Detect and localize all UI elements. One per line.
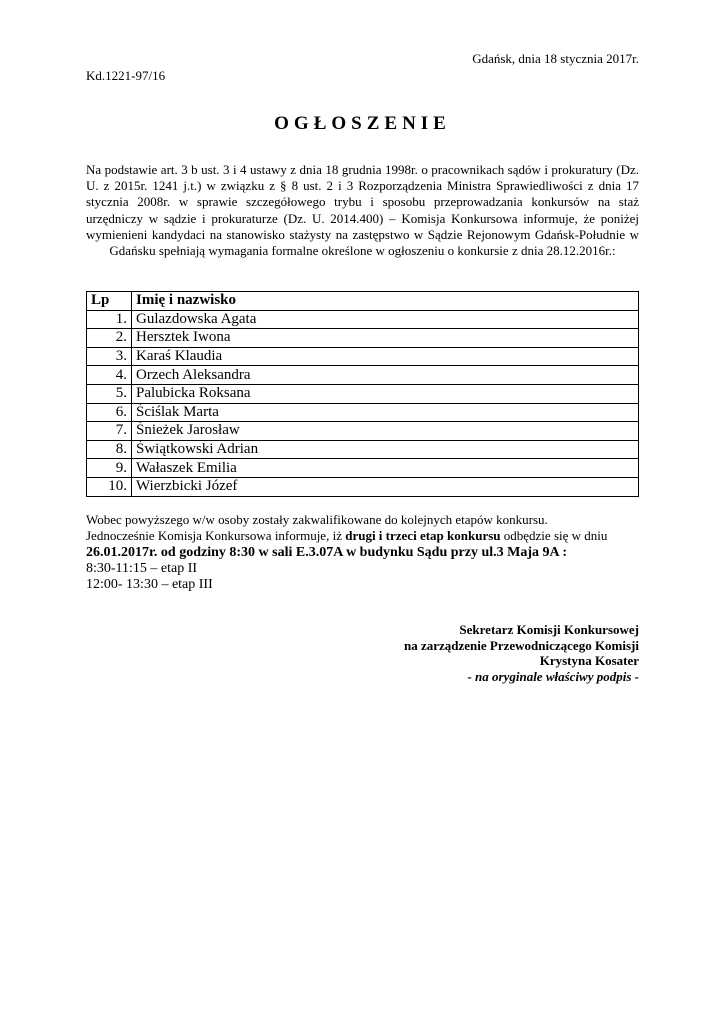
- row-number: 3.: [87, 347, 132, 366]
- row-name: Śnieżek Jarosław: [132, 422, 639, 441]
- row-name: Wałaszek Emilia: [132, 459, 639, 478]
- row-number: 2.: [87, 329, 132, 348]
- row-number: 9.: [87, 459, 132, 478]
- table-row: [87, 366, 639, 385]
- signature-note: - na oryginale właściwy podpis -: [467, 668, 639, 684]
- row-number: 6.: [87, 403, 132, 422]
- table-row: [87, 477, 639, 496]
- row-number: 7.: [87, 422, 132, 441]
- row-name: Karaś Klaudia: [132, 347, 639, 366]
- stage-announcement-bold: drugi i trzeci etap konkursu: [345, 528, 501, 544]
- intro-paragraph: Na podstawie art. 3 b ust. 3 i 4 ustawy z dnia 18 grudnia 1998r. o pracownikach sądów i prokuratury (Dz. U. z 2015r. 1241 j.t.) w związku z § 8 ust. 2 i 3 Rozporządzenia Ministra Sprawiedliwości z dnia 17 stycznia 2008r. w sprawie szczegółowego trybu i sposobu przeprowadzania konkursów na staż urzędniczy w sądzie i prokuraturze (Dz. U. 2014.400) – Komisja Konkursowa informuje, że poniżej wymienieni kandydaci na stanowisko stażysty na zastępstwo w Sądzie Rejonowym Gdańsk-Południe w Gdańsku spełniają wymagania formalne określone w ogłoszeniu o konkursie z dnia 28.12.2016r.:: [86, 162, 639, 259]
- stage-announcement: [86, 528, 646, 544]
- row-number: 10.: [87, 477, 132, 496]
- exam-date-location: 26.01.2017r. od godziny 8:30 w sali E.3.07A w budynku Sądu przy ul.3 Maja 9A :: [86, 544, 568, 560]
- followup-section: [86, 512, 646, 593]
- signature-block: [404, 622, 639, 684]
- table-row: [87, 422, 639, 441]
- document-title: OGŁOSZENIE: [274, 113, 451, 134]
- header-name: Imię i nazwisko: [132, 292, 639, 311]
- table-row: [87, 403, 639, 422]
- signature-authority: na zarządzenie Przewodniczącego Komisji: [403, 637, 639, 653]
- header-lp: Lp: [87, 292, 132, 311]
- row-number: 5.: [87, 384, 132, 403]
- row-name: Wierzbicki Józef: [132, 477, 639, 496]
- row-number: 8.: [87, 440, 132, 459]
- reference-number: Kd.1221-97/16: [86, 68, 166, 83]
- row-name: Gulazdowska Agata: [132, 310, 639, 329]
- table-row: [87, 384, 639, 403]
- row-name: Palubicka Roksana: [132, 384, 639, 403]
- table-row: [87, 329, 639, 348]
- table-row: [87, 440, 639, 459]
- table-row: [87, 347, 639, 366]
- stage-announcement-text: Jednocześnie Komisja Konkursowa informuje, iż: [86, 528, 346, 544]
- signature-name: Krystyna Kosater: [539, 653, 639, 668]
- row-name: Ściślak Marta: [132, 403, 639, 422]
- row-name: Orzech Aleksandra: [132, 366, 639, 385]
- row-name: Hersztek Iwona: [132, 329, 639, 348]
- signature-role: Sekretarz Komisji Konkursowej: [459, 622, 639, 637]
- qualification-note: Wobec powyższego w/w osoby zostały zakwalifikowane do kolejnych etapów konkursu.: [86, 512, 548, 527]
- table-header-row: [87, 292, 639, 311]
- document-date: Gdańsk, dnia 18 stycznia 2017r.: [472, 51, 639, 66]
- stage-3-time: 12:00- 13:30 – etap III: [86, 577, 213, 593]
- candidates-table: [86, 291, 639, 497]
- table-row: [87, 310, 639, 329]
- row-number: 4.: [87, 366, 132, 385]
- stage-2-time: 8:30-11:15 – etap II: [86, 560, 198, 576]
- row-name: Świątkowski Adrian: [132, 440, 639, 459]
- row-number: 1.: [87, 310, 132, 329]
- table-row: [87, 459, 639, 478]
- stage-announcement-tail: odbędzie się w dniu: [500, 528, 608, 544]
